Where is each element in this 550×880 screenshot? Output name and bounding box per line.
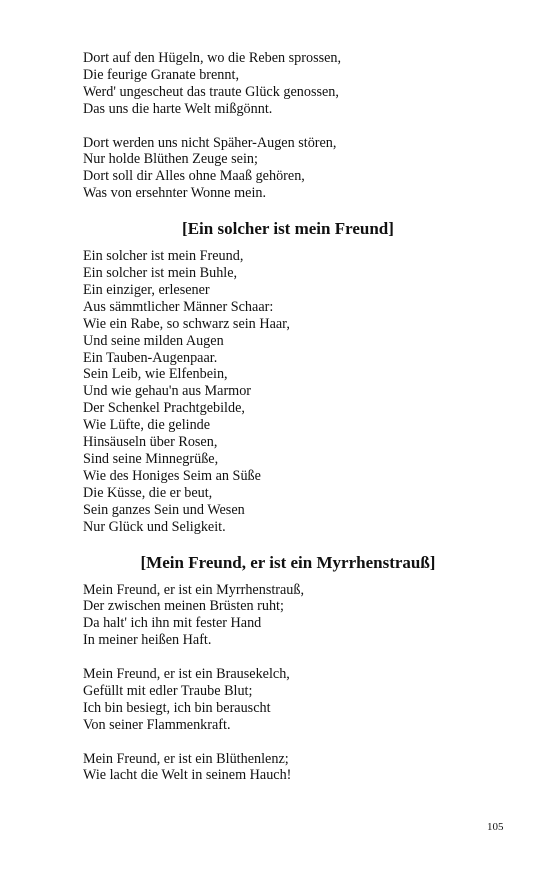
poem-line: Der Schenkel Prachtgebilde,: [83, 400, 245, 417]
poem-line: In meiner heißen Haft.: [83, 632, 212, 649]
stanza-break: [83, 649, 483, 666]
poem-line: Wie lacht die Welt in seinem Hauch!: [83, 767, 292, 784]
poem-line: Ein einziger, erlesener: [83, 281, 210, 298]
stanza-break: [83, 734, 483, 751]
poem-line: Dort auf den Hügeln, wo die Reben sprossen,: [83, 50, 342, 66]
poem-line: Sind seine Minnegrüße,: [83, 451, 219, 468]
poem-line: Von seiner Flammenkraft.: [83, 716, 231, 733]
poem-line: Sein ganzes Sein und Wesen: [83, 501, 245, 518]
poem-intro: [83, 50, 483, 202]
page-body: [83, 50, 483, 784]
poem-line: Werd' ungescheut das traute Glück genossen,: [83, 83, 339, 100]
poem-line: Ein Tauben-Augenpaar.: [83, 349, 218, 366]
page-number: 105: [487, 821, 504, 833]
poem-freund: [83, 248, 483, 535]
poem-line: Der zwischen meinen Brüsten ruht;: [83, 598, 284, 615]
poem-line: Nur Glück und Seligkeit.: [83, 518, 226, 535]
poem-line: Ich bin besiegt, ich bin berauscht: [83, 699, 271, 716]
poem-line: Nur holde Blüthen Zeuge sein;: [83, 151, 258, 168]
poem-line: Sein Leib, wie Elfenbein,: [83, 366, 228, 383]
poem-line: Wie ein Rabe, so schwarz sein Haar,: [83, 315, 290, 332]
poem-line: Aus sämmtlicher Männer Schaar:: [83, 298, 274, 315]
poem-line: Hinsäuseln über Rosen,: [83, 434, 218, 451]
poem-myrrhe: [83, 582, 483, 785]
poem-line: Ein solcher ist mein Buhle,: [83, 265, 238, 282]
poem-line: Mein Freund, er ist ein Brausekelch,: [83, 666, 290, 683]
poem-line: Wie Lüfte, die gelinde: [83, 417, 211, 434]
poem-line: Da halt' ich ihn mit fester Hand: [83, 615, 262, 632]
poem-line: Wie des Honiges Seim an Süße: [83, 467, 261, 484]
poem-line: Mein Freund, er ist ein Blüthenlenz;: [83, 750, 289, 767]
poem-line: Die Küsse, die er beut,: [83, 484, 213, 501]
poem-line: Und seine milden Augen: [83, 332, 224, 349]
poem-line: Dort soll dir Alles ohne Maaß gehören,: [83, 168, 305, 185]
poem-line: Ein solcher ist mein Freund,: [83, 248, 244, 265]
poem-line: Die feurige Granate brennt,: [83, 66, 239, 83]
poem-line: Gefüllt mit edler Traube Blut;: [83, 682, 253, 699]
poem-line: Das uns die harte Welt mißgönnt.: [83, 100, 273, 117]
stanza-break: [83, 118, 483, 135]
poem-title: [Ein solcher ist mein Freund]: [182, 219, 394, 239]
poem-line: Dort werden uns nicht Späher-Augen stören,: [83, 134, 337, 151]
poem-title: [Mein Freund, er ist ein Myrrhenstrauß]: [140, 552, 436, 572]
poem-line: Was von ersehnter Wonne mein.: [83, 185, 267, 202]
poem-line: Mein Freund, er ist ein Myrrhenstrauß,: [83, 581, 305, 598]
poem-line: Und wie gehau'n aus Marmor: [83, 383, 252, 400]
